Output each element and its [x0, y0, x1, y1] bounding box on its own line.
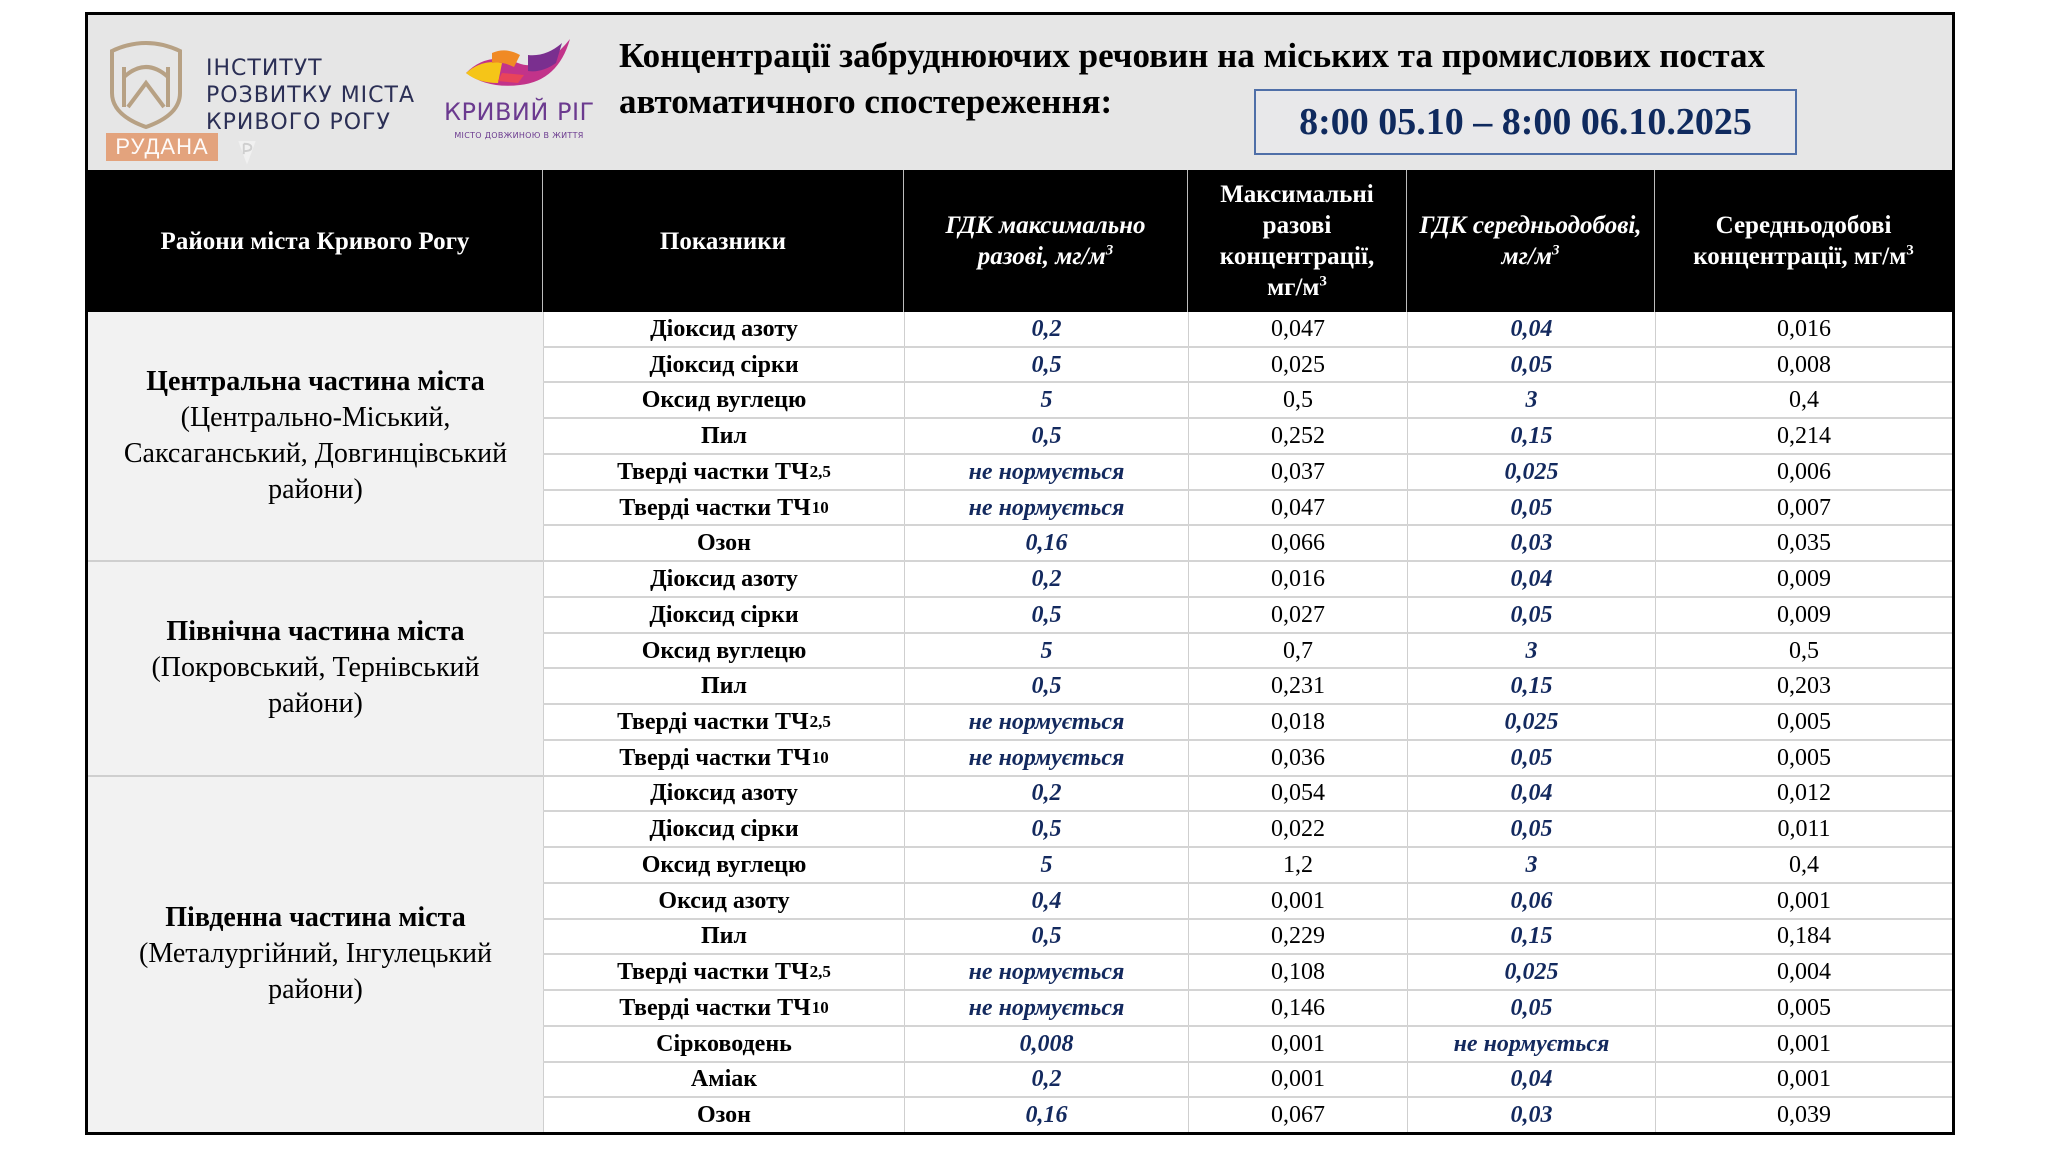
avg-conc-cell: 0,005	[1655, 991, 1952, 1025]
table-row	[543, 741, 1952, 777]
avg-conc-cell: 0,006	[1655, 455, 1952, 489]
city-name: КРИВИЙ РІГ	[444, 98, 595, 126]
title-line-1: Концентрації забруднюючих речовин на міських та промислових постах	[619, 36, 1766, 75]
table-row	[543, 419, 1952, 455]
indicator-name: Оксид азоту	[658, 887, 790, 914]
unit-superscript: 3	[1319, 273, 1327, 290]
limit-avg-cell: 0,05	[1407, 348, 1655, 382]
avg-conc-cell: 0,001	[1655, 1027, 1952, 1061]
max-conc-cell: 0,7	[1188, 634, 1407, 668]
indicator-name: Діоксид азоту	[650, 315, 798, 342]
limit-max-cell: 0,5	[904, 669, 1188, 703]
indicator-cell	[543, 419, 904, 453]
indicator-name: Оксид вуглецю	[641, 387, 807, 414]
max-conc-line-4: мг/м	[1267, 274, 1320, 301]
particle-size: 2,5	[809, 711, 831, 731]
max-conc-cell: 0,252	[1188, 419, 1407, 453]
indicator-name: Пил	[701, 673, 747, 700]
indicator-cell	[543, 455, 904, 489]
indicator-name: Діоксид азоту	[650, 566, 798, 593]
indicator-name: Тверді частки ТЧ	[617, 959, 809, 986]
table-header	[88, 170, 1952, 312]
indicator-name: Тверді частки ТЧ	[617, 458, 809, 485]
indicator-name: Аміак	[690, 1066, 758, 1093]
city-swoosh-icon	[458, 33, 578, 95]
table-row	[543, 526, 1952, 562]
district-name: Центральна частина міста	[146, 366, 485, 398]
limit-max-cell: 5	[904, 383, 1188, 417]
district-name: Північна частина міста	[166, 616, 465, 648]
table-row	[543, 383, 1952, 419]
indicator-name: Тверді частки ТЧ	[617, 708, 809, 735]
table-row	[543, 777, 1952, 813]
avg-conc-text: Середньодобові концентрації, мг/м	[1693, 212, 1907, 270]
watermark-r-icon	[232, 139, 262, 165]
limit-max-cell: 0,16	[904, 1098, 1188, 1132]
indicator-cell	[543, 312, 904, 346]
district-list: (Центрально-Міський, Саксаганський, Довгинцівський райони)	[123, 402, 508, 506]
avg-conc-cell: 0,184	[1655, 920, 1952, 954]
limit-max-text: ГДК максимально разові, мг/м	[945, 212, 1146, 270]
col-header-limit-max	[904, 170, 1188, 312]
indicator-cell	[543, 383, 904, 417]
limit-avg-cell: 0,04	[1407, 312, 1655, 346]
avg-conc-cell: 0,5	[1655, 634, 1952, 668]
particle-size: 10	[811, 997, 829, 1017]
avg-conc-cell: 0,001	[1655, 1063, 1952, 1097]
max-conc-line-1: Максимальні	[1220, 181, 1374, 208]
table-row	[543, 491, 1952, 527]
indicator-name: Оксид вуглецю	[641, 637, 807, 664]
indicator-name: Діоксид сірки	[649, 601, 799, 628]
indicator-cell	[543, 1027, 904, 1061]
table-row	[543, 348, 1952, 384]
max-conc-cell: 0,054	[1188, 777, 1407, 811]
limit-avg-cell: не нормується	[1407, 1027, 1655, 1061]
particle-size: 2,5	[809, 461, 831, 481]
indicator-cell	[543, 705, 904, 739]
max-conc-line-3: концентрації,	[1219, 243, 1375, 270]
max-conc-cell: 0,108	[1188, 955, 1407, 989]
city-slogan: МІСТО ДОВЖИНОЮ В ЖИТТЯ	[454, 131, 584, 140]
limit-avg-cell: 0,15	[1407, 920, 1655, 954]
indicator-cell	[543, 1098, 904, 1132]
avg-conc-cell: 0,039	[1655, 1098, 1952, 1132]
table-row	[543, 920, 1952, 956]
col-header-limit-avg-label	[1415, 210, 1646, 272]
indicator-name: Діоксид сірки	[649, 816, 799, 843]
limit-avg-text: ГДК середньодобові, мг/м	[1419, 212, 1642, 270]
col-header-district	[88, 170, 543, 312]
limit-max-cell: не нормується	[904, 491, 1188, 525]
limit-max-cell: 0,008	[904, 1027, 1188, 1061]
limit-avg-cell: 0,05	[1407, 812, 1655, 846]
limit-max-cell: 0,16	[904, 526, 1188, 560]
avg-conc-cell: 0,001	[1655, 884, 1952, 918]
limit-avg-cell: 0,025	[1407, 955, 1655, 989]
avg-conc-cell: 0,007	[1655, 491, 1952, 525]
shield-logo-icon	[106, 37, 186, 129]
table-row	[543, 1027, 1952, 1063]
district-name: Південна частина міста	[165, 902, 466, 934]
avg-conc-cell: 0,005	[1655, 705, 1952, 739]
particle-size: 10	[811, 747, 829, 767]
district-cell	[88, 312, 543, 562]
indicator-name: Сірководень	[656, 1030, 792, 1057]
indicator-name: Озон	[697, 530, 751, 557]
limit-avg-cell: 0,04	[1407, 777, 1655, 811]
indicator-name: Озон	[697, 1102, 751, 1129]
max-conc-cell: 0,001	[1188, 1027, 1407, 1061]
indicator-cell	[543, 526, 904, 560]
avg-conc-cell: 0,203	[1655, 669, 1952, 703]
max-conc-cell: 0,022	[1188, 812, 1407, 846]
limit-avg-cell: 0,03	[1407, 1098, 1655, 1132]
col-header-avg-conc	[1655, 170, 1952, 312]
col-header-avg-conc-label	[1675, 210, 1932, 272]
table-row	[543, 1098, 1952, 1134]
avg-conc-cell: 0,016	[1655, 312, 1952, 346]
col-header-indicator-label: Показники	[659, 227, 787, 255]
max-conc-line-2: разові	[1262, 212, 1332, 239]
limit-avg-cell: 0,05	[1407, 491, 1655, 525]
limit-max-cell: не нормується	[904, 741, 1188, 775]
indicator-cell	[543, 741, 904, 775]
particle-size: 2,5	[809, 962, 831, 982]
indicator-cell	[543, 991, 904, 1025]
limit-max-cell: не нормується	[904, 991, 1188, 1025]
indicator-cell	[543, 634, 904, 668]
indicator-name: Тверді частки ТЧ	[619, 494, 811, 521]
indicator-cell	[543, 777, 904, 811]
indicator-cell	[543, 920, 904, 954]
report-header	[88, 15, 1952, 170]
institute-logo	[106, 29, 436, 165]
max-conc-cell: 0,229	[1188, 920, 1407, 954]
limit-max-cell: 0,2	[904, 562, 1188, 596]
indicator-name: Пил	[701, 923, 747, 950]
indicator-cell	[543, 348, 904, 382]
avg-conc-cell: 0,009	[1655, 598, 1952, 632]
table-body	[88, 312, 1952, 1134]
avg-conc-cell: 0,009	[1655, 562, 1952, 596]
indicator-cell	[543, 884, 904, 918]
limit-avg-cell: 3	[1407, 383, 1655, 417]
limit-max-cell: 0,5	[904, 920, 1188, 954]
limit-max-cell: 0,5	[904, 419, 1188, 453]
limit-avg-cell: 0,15	[1407, 669, 1655, 703]
indicator-name: Пил	[701, 423, 747, 450]
avg-conc-cell: 0,005	[1655, 741, 1952, 775]
limit-max-cell: 0,2	[904, 777, 1188, 811]
limit-max-cell: не нормується	[904, 955, 1188, 989]
indicator-name: Діоксид сірки	[649, 351, 799, 378]
indicator-name: Тверді частки ТЧ	[619, 744, 811, 771]
indicator-cell	[543, 491, 904, 525]
watermark-rudana: РУДАНА	[106, 133, 218, 161]
table-row	[543, 848, 1952, 884]
limit-avg-cell: 0,06	[1407, 884, 1655, 918]
unit-superscript: 3	[1105, 242, 1114, 259]
unit-superscript: 3	[1906, 242, 1914, 259]
indicator-cell	[543, 1063, 904, 1097]
indicator-name: Оксид вуглецю	[641, 851, 807, 878]
unit-superscript: 3	[1551, 242, 1560, 259]
table-row	[543, 991, 1952, 1027]
table-row	[543, 955, 1952, 991]
period-badge: 8:00 05.10 – 8:00 06.10.2025	[1254, 89, 1797, 155]
institute-line-2: РОЗВИТКУ МІСТА	[206, 83, 416, 108]
table-row	[543, 705, 1952, 741]
max-conc-cell: 0,066	[1188, 526, 1407, 560]
limit-max-cell: 0,4	[904, 884, 1188, 918]
limit-avg-cell: 0,05	[1407, 991, 1655, 1025]
indicator-name: Діоксид азоту	[650, 780, 798, 807]
avg-conc-cell: 0,008	[1655, 348, 1952, 382]
max-conc-cell: 0,231	[1188, 669, 1407, 703]
limit-avg-cell: 0,15	[1407, 419, 1655, 453]
avg-conc-cell: 0,035	[1655, 526, 1952, 560]
table-row	[543, 562, 1952, 598]
indicator-cell	[543, 812, 904, 846]
limit-avg-cell: 3	[1407, 634, 1655, 668]
limit-max-cell: 5	[904, 634, 1188, 668]
limit-avg-cell: 0,03	[1407, 526, 1655, 560]
max-conc-cell: 0,146	[1188, 991, 1407, 1025]
institute-name	[206, 55, 415, 136]
limit-max-cell: 5	[904, 848, 1188, 882]
report-frame	[85, 12, 1955, 1135]
table-row	[543, 634, 1952, 670]
avg-conc-cell: 0,4	[1655, 848, 1952, 882]
table-row	[543, 598, 1952, 634]
table-row	[543, 884, 1952, 920]
indicator-cell	[543, 562, 904, 596]
max-conc-cell: 0,025	[1188, 348, 1407, 382]
max-conc-cell: 0,001	[1188, 1063, 1407, 1097]
limit-avg-cell: 0,04	[1407, 562, 1655, 596]
col-header-max-conc-label	[1220, 179, 1374, 303]
title-line-2: автоматичного спостереження:	[619, 82, 1113, 121]
max-conc-cell: 1,2	[1188, 848, 1407, 882]
max-conc-cell: 0,036	[1188, 741, 1407, 775]
table-row	[543, 312, 1952, 348]
max-conc-cell: 0,047	[1188, 312, 1407, 346]
col-header-indicator	[543, 170, 904, 312]
table-row	[543, 812, 1952, 848]
max-conc-cell: 0,5	[1188, 383, 1407, 417]
max-conc-cell: 0,027	[1188, 598, 1407, 632]
table-row	[543, 455, 1952, 491]
col-header-limit-max-label	[934, 210, 1157, 272]
limit-avg-cell: 0,05	[1407, 598, 1655, 632]
limit-max-cell: 0,5	[904, 348, 1188, 382]
indicator-cell	[543, 848, 904, 882]
limit-avg-cell: 0,04	[1407, 1063, 1655, 1097]
limit-avg-cell: 0,025	[1407, 455, 1655, 489]
max-conc-cell: 0,001	[1188, 884, 1407, 918]
avg-conc-cell: 0,012	[1655, 777, 1952, 811]
limit-max-cell: не нормується	[904, 705, 1188, 739]
district-cell	[88, 562, 543, 776]
avg-conc-cell: 0,004	[1655, 955, 1952, 989]
district-list: (Металургійний, Інгулецький райони)	[139, 938, 492, 1006]
limit-max-cell: 0,5	[904, 812, 1188, 846]
limit-avg-cell: 3	[1407, 848, 1655, 882]
indicator-cell	[543, 955, 904, 989]
col-header-max-conc	[1188, 170, 1407, 312]
limit-avg-cell: 0,05	[1407, 741, 1655, 775]
avg-conc-cell: 0,4	[1655, 383, 1952, 417]
district-list: (Покровський, Тернівський райони)	[151, 652, 480, 720]
avg-conc-cell: 0,011	[1655, 812, 1952, 846]
table-row	[543, 669, 1952, 705]
institute-line-1: ІНСТИТУТ	[206, 56, 323, 81]
col-header-limit-avg	[1407, 170, 1655, 312]
limit-max-cell: 0,5	[904, 598, 1188, 632]
institute-line-3: КРИВОГО РОГУ	[206, 110, 391, 135]
particle-size: 10	[811, 497, 829, 517]
limit-max-cell: 0,2	[904, 1063, 1188, 1097]
max-conc-cell: 0,037	[1188, 455, 1407, 489]
max-conc-cell: 0,016	[1188, 562, 1407, 596]
max-conc-cell: 0,047	[1188, 491, 1407, 525]
district-cell	[88, 777, 543, 1134]
indicator-name: Тверді частки ТЧ	[619, 994, 811, 1021]
avg-conc-cell: 0,214	[1655, 419, 1952, 453]
limit-max-cell: не нормується	[904, 455, 1188, 489]
indicator-cell	[543, 669, 904, 703]
kryvyi-rih-logo	[444, 33, 594, 148]
col-header-district-label: Райони міста Кривого Рогу	[160, 227, 470, 255]
limit-avg-cell: 0,025	[1407, 705, 1655, 739]
max-conc-cell: 0,018	[1188, 705, 1407, 739]
table-row	[543, 1063, 1952, 1099]
limit-max-cell: 0,2	[904, 312, 1188, 346]
max-conc-cell: 0,067	[1188, 1098, 1407, 1132]
indicator-cell	[543, 598, 904, 632]
